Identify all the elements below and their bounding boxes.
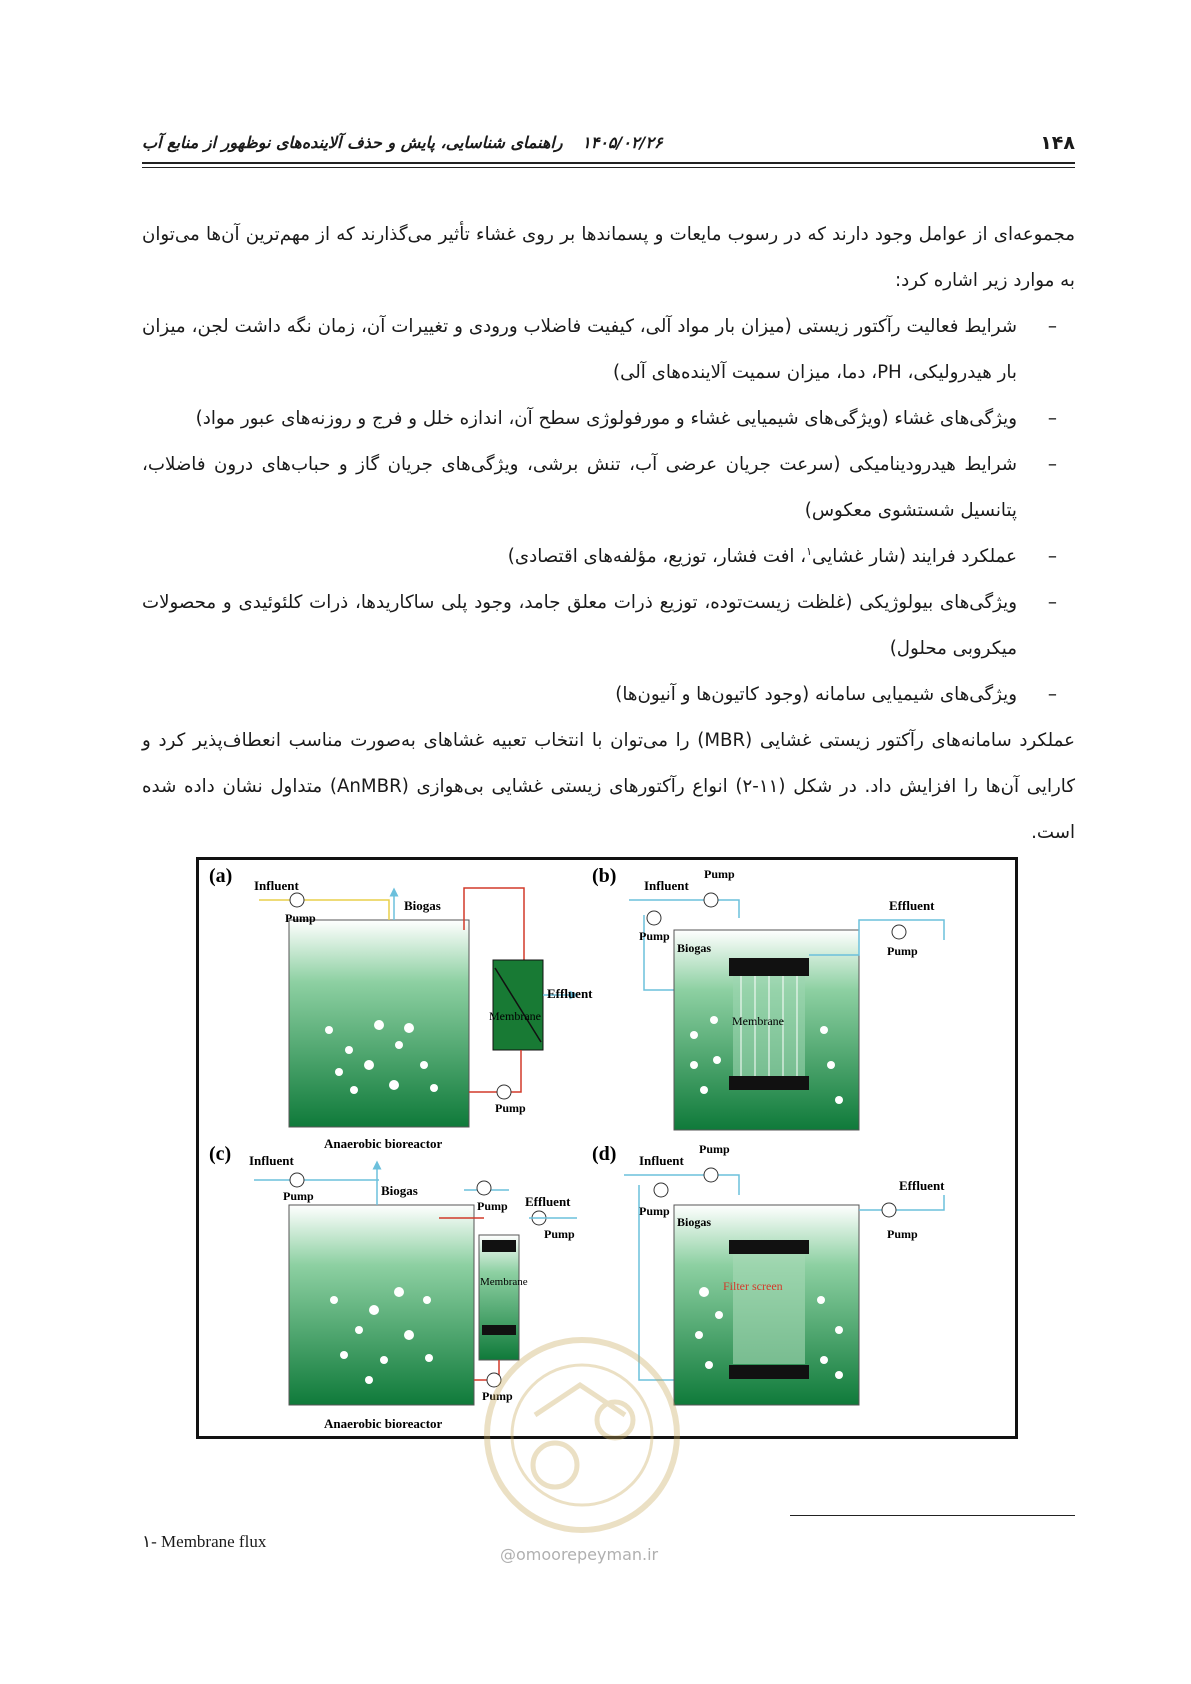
influent-label: Influent xyxy=(644,878,689,893)
pump-icon xyxy=(487,1373,501,1387)
pump-icon xyxy=(654,1183,668,1197)
header-rule-thin xyxy=(142,167,1075,168)
pump-label: Pump xyxy=(704,867,735,881)
pump-icon xyxy=(497,1085,511,1099)
page-header xyxy=(142,128,1075,172)
list-item: – ویژگی‌های غشاء (ویژگی‌های شیمیایی غشاء و مورفولوژی سطح آن، اندازه خلل و فرج و روزنه‌های عبور مواد) xyxy=(142,396,1075,442)
pump-icon xyxy=(290,893,304,907)
anmbr-diagram xyxy=(199,860,1015,1436)
footnote: ۱- Membrane flux xyxy=(142,1532,267,1551)
panel-c xyxy=(209,1143,577,1431)
filter-header xyxy=(729,1240,809,1254)
pump-label: Pump xyxy=(482,1389,513,1403)
return-line xyxy=(469,1050,521,1092)
factor-list xyxy=(142,304,1075,718)
filter-module xyxy=(733,1254,805,1364)
page-number: ۱۴۸ xyxy=(1040,132,1075,154)
panel-d xyxy=(592,1142,945,1405)
list-item xyxy=(142,534,1075,580)
list-item: – شرایط هیدرودینامیکی (سرعت جریان عرضی آب، تنش برشی، ویژگی‌های جریان گاز و حباب‌های درون فاضلاب، پتانسیل شستشوی معکوس) xyxy=(142,442,1075,534)
pump-label: Pump xyxy=(544,1227,575,1241)
list-item: – شرایط فعالیت رآکتور زیستی (میزان بار مواد آلی، کیفیت فاضلاب ورودی و تغییرات آن، زمان نگه داشت لجن، میزان بار هیدرولیکی، PH، دما، میزان سمیت آلاینده‌های آلی) xyxy=(142,304,1075,396)
effluent-label: Effluent xyxy=(899,1178,945,1193)
header-rule xyxy=(142,162,1075,164)
effluent-line xyxy=(859,1195,944,1210)
membrane-label: Membrane xyxy=(489,1009,541,1023)
pump-icon xyxy=(647,911,661,925)
pump-icon xyxy=(704,893,718,907)
reactor-label: Anaerobic bioreactor xyxy=(324,1416,443,1431)
pump-label: Pump xyxy=(495,1101,526,1115)
membrane-tank xyxy=(479,1235,519,1360)
list-item-text: عملکرد فرایند (شار غشایی xyxy=(812,546,1017,567)
biogas-label: Biogas xyxy=(677,941,712,955)
influent-label: Influent xyxy=(254,878,299,893)
panel-a-letter: (a) xyxy=(209,865,233,887)
pump-label: Pump xyxy=(639,929,670,943)
panel-a xyxy=(209,865,593,1151)
at-icon: @ xyxy=(500,1545,516,1564)
panel-d-letter: (d) xyxy=(592,1143,617,1165)
influent-line xyxy=(629,900,739,918)
biogas-label: Biogas xyxy=(404,898,441,913)
panel-b-letter: (b) xyxy=(592,865,617,887)
diffuser xyxy=(729,1365,809,1379)
membrane-label: Membrane xyxy=(480,1276,528,1288)
anmbr-figure xyxy=(196,857,1018,1439)
influent-line xyxy=(259,900,389,920)
header-date: ۱۴۰۵/۰۲/۲۶ xyxy=(582,133,663,152)
recycle-line xyxy=(464,888,524,960)
pump-label: Pump xyxy=(477,1199,508,1213)
filter-label: Filter screen xyxy=(723,1279,783,1293)
effluent-label: Effluent xyxy=(525,1194,571,1209)
biogas-label: Biogas xyxy=(381,1183,418,1198)
pump-icon xyxy=(704,1168,718,1182)
influent-line xyxy=(624,1175,739,1195)
membrane-label: Membrane xyxy=(732,1014,784,1028)
footnote-marker: ۱ xyxy=(806,544,813,558)
pump-label: Pump xyxy=(285,911,316,925)
reactor-label: Anaerobic bioreactor xyxy=(324,1136,443,1151)
membrane-header xyxy=(482,1240,516,1252)
list-item-text-suffix: ، افت فشار، توزیع، مؤلفه‌های اقتصادی) xyxy=(507,546,807,567)
intro-paragraph: مجموعه‌ای از عوامل وجود دارند که در رسوب مایعات و پسماندها بر روی غشاء تأثیر می‌گذارند که از مهم‌ترین آن‌ها می‌توان به موارد زیر اشاره کرد: xyxy=(142,224,1075,291)
footnote-rule xyxy=(790,1515,1075,1516)
influent-label: Influent xyxy=(249,1153,294,1168)
pump-icon xyxy=(477,1181,491,1195)
list-item: – ویژگی‌های بیولوژیکی (غلظت زیست‌توده، توزیع ذرات معلق جامد، وجود پلی ساکاریدها، ذرات کلئوئیدی و محصولات میکروبی محلول) xyxy=(142,580,1075,672)
running-title xyxy=(142,133,663,152)
pump-label: Pump xyxy=(887,944,918,958)
diffuser xyxy=(482,1325,516,1335)
biogas-label: Biogas xyxy=(677,1215,712,1229)
effluent-label: Effluent xyxy=(547,986,593,1001)
book-title: راهنمای شناسایی، پایش و حذف آلاینده‌های نوظهور از منابع آب xyxy=(142,133,563,152)
watermark-site: @omoorepeyman.ir xyxy=(500,1545,659,1564)
pump-label: Pump xyxy=(887,1227,918,1241)
list-item: – ویژگی‌های شیمیایی سامانه (وجود کاتیون‌ها و آنیون‌ها) xyxy=(142,672,1075,718)
effluent-label: Effluent xyxy=(889,898,935,913)
pump-icon xyxy=(892,925,906,939)
pump-label: Pump xyxy=(639,1204,670,1218)
panel-b xyxy=(592,865,944,1130)
diffuser xyxy=(729,1076,809,1090)
pump-label: Pump xyxy=(283,1189,314,1203)
membrane-header xyxy=(729,958,809,976)
body-text xyxy=(142,212,1075,856)
closing-paragraph: عملکرد سامانه‌های رآکتور زیستی غشایی (MBR) را می‌توان با انتخاب تعبیه غشاهای به‌صورت مناسب انعطاف‌پذیر کرد و کارایی آن‌ها را افزایش داد. در شکل (۱۱-۲) انواع رآکتورهای زیستی غشایی بی‌هوازی (AnMBR) متداول نشان داده شده است. xyxy=(142,730,1075,843)
pump-icon xyxy=(290,1173,304,1187)
pump-icon xyxy=(882,1203,896,1217)
pump-label: Pump xyxy=(699,1142,730,1156)
influent-label: Influent xyxy=(639,1153,684,1168)
panel-c-letter: (c) xyxy=(209,1143,232,1165)
anaerobic-tank xyxy=(289,1205,474,1405)
